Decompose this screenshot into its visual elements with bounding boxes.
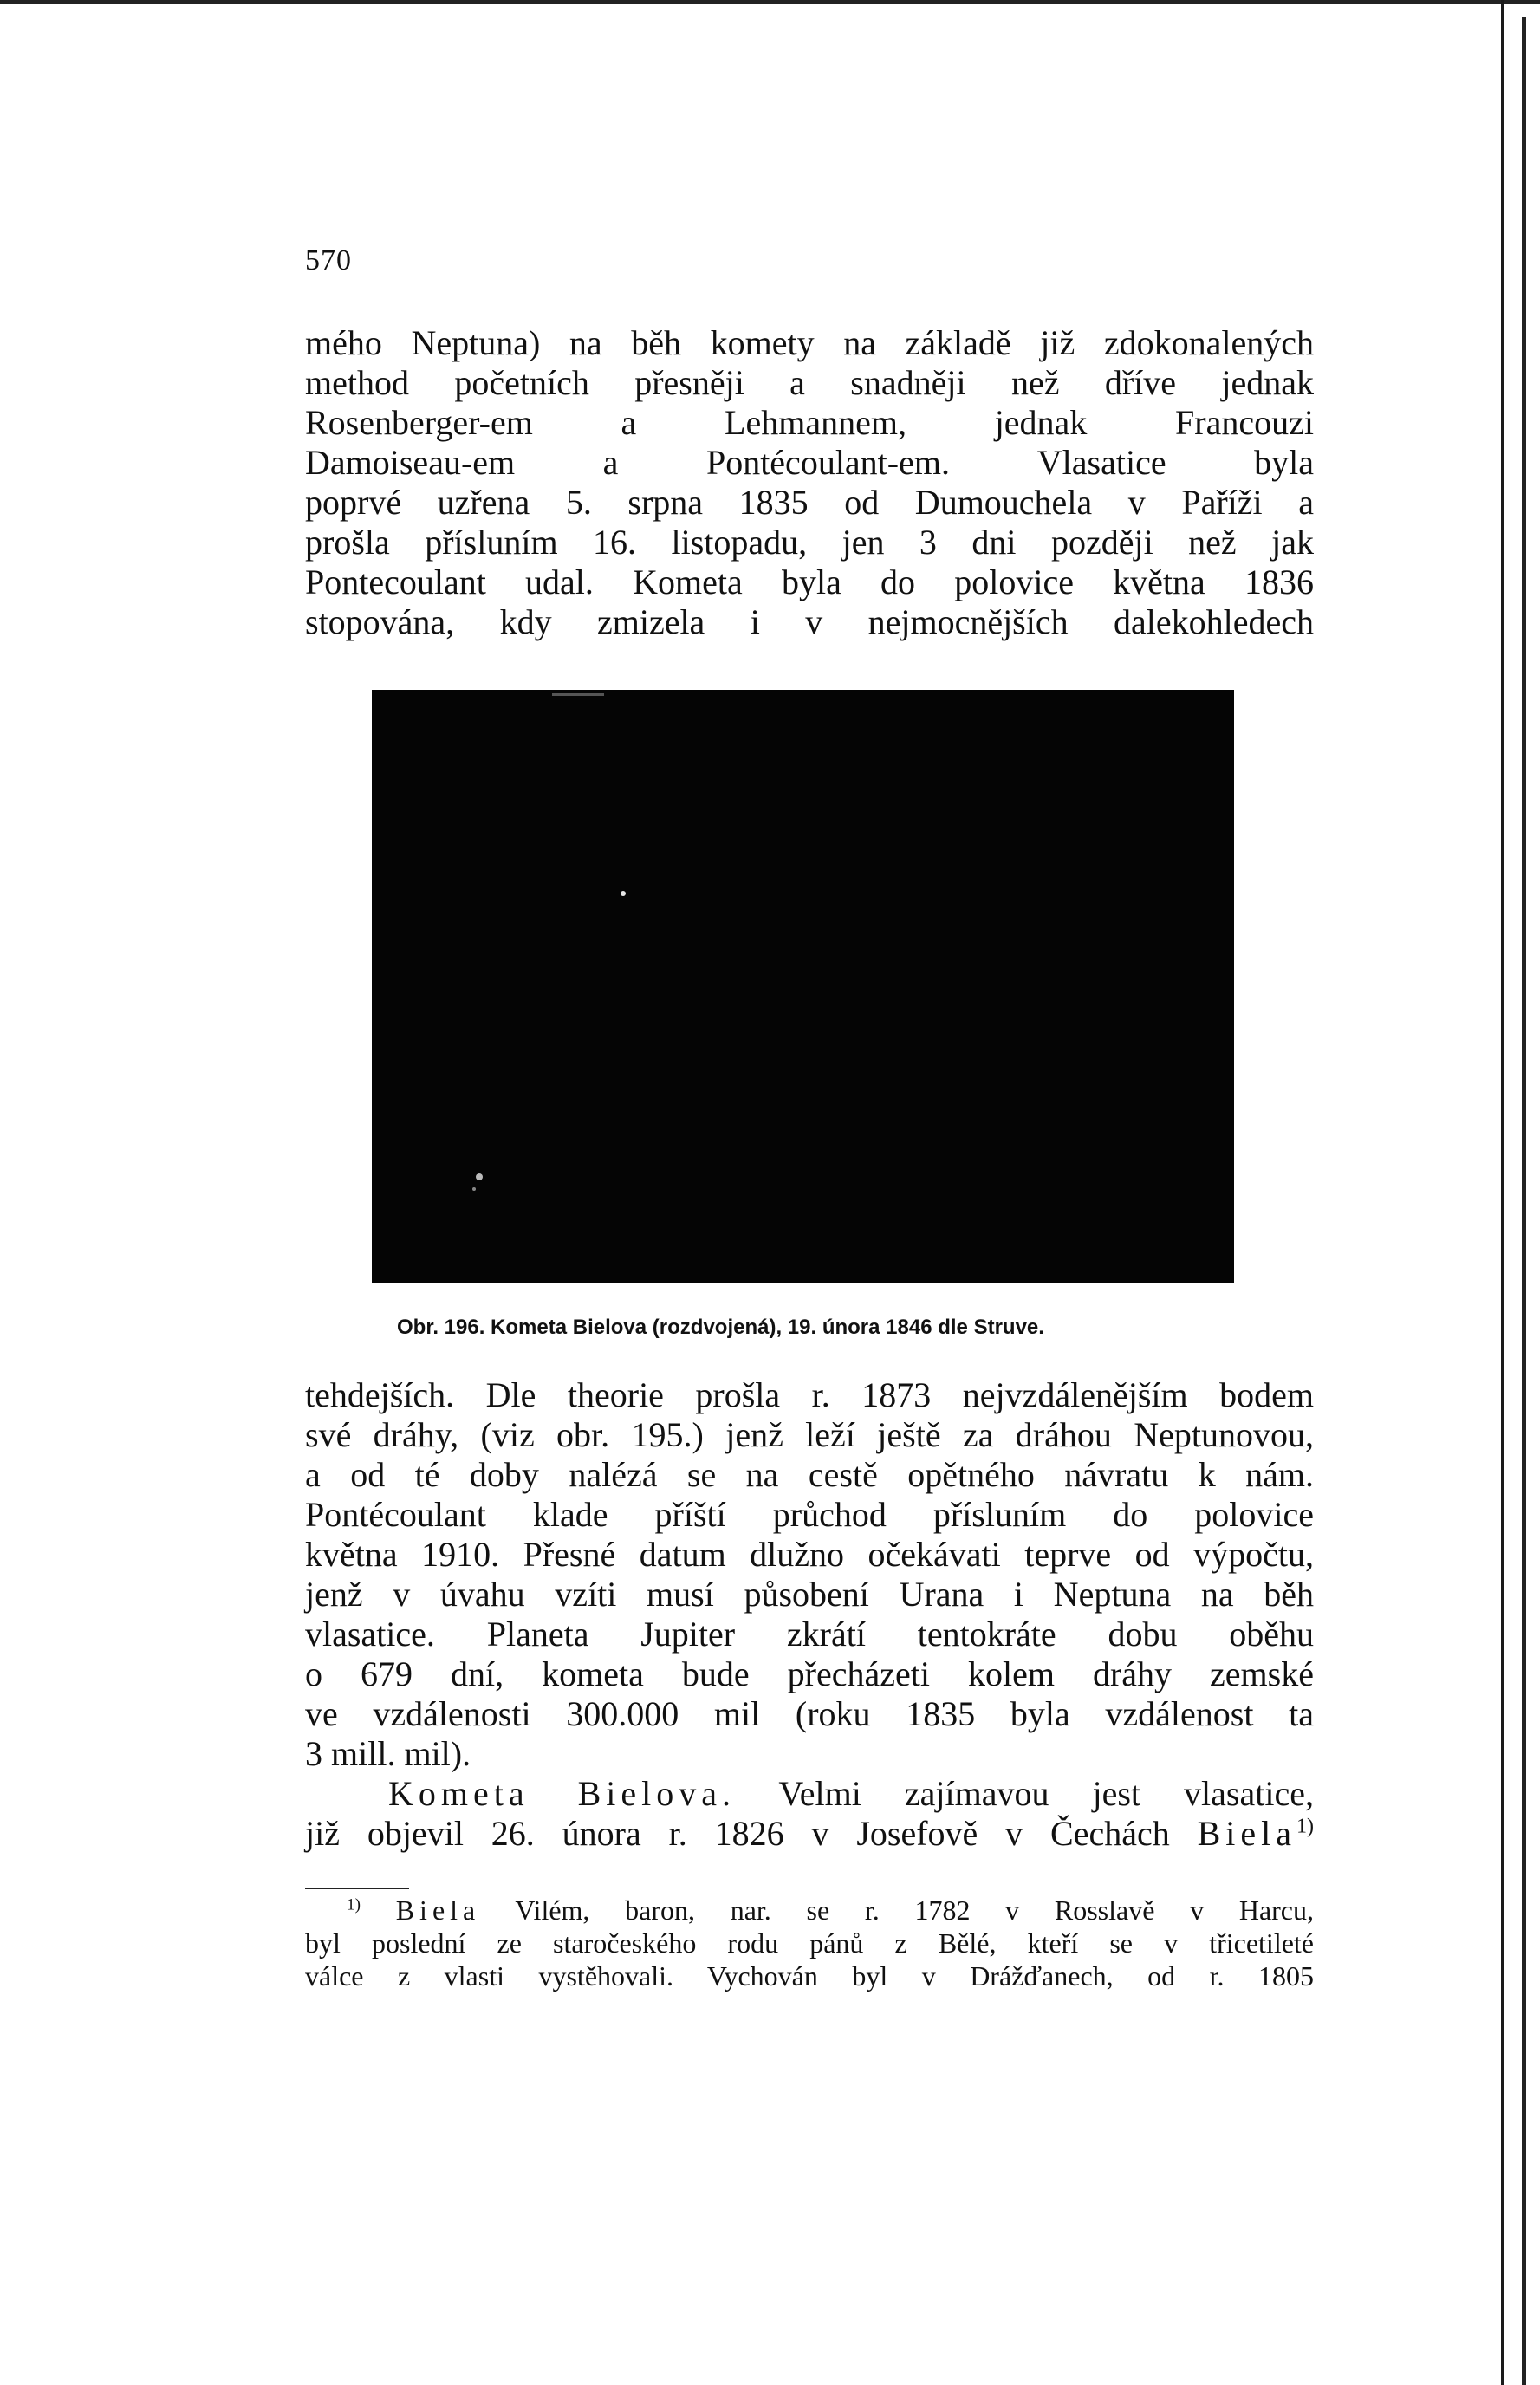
text-line: Pontécoulant klade příští průchod přísluním do polovice: [305, 1495, 1314, 1534]
text-line: vlasatice. Planeta Jupiter zkrátí tentokráte dobu oběhu: [305, 1615, 1314, 1654]
text-line: [305, 1774, 1314, 1814]
footnote-divider: [305, 1888, 409, 1889]
footnote-marker: 1): [347, 1895, 361, 1914]
text-line: poprvé uzřena 5. srpna 1835 od Dumouchela v Paříži a: [305, 483, 1314, 522]
page-number: 570: [305, 244, 352, 276]
page-right-edge: [1501, 0, 1504, 2385]
figure-caption: Obr. 196. Kometa Bielova (rozdvojená), 19. února 1846 dle Struve.: [397, 1316, 1044, 1339]
text-line: [305, 1814, 1314, 1854]
text-line: tehdejších. Dle theorie prošla r. 1873 nejvzdálenějším bodem: [305, 1375, 1314, 1414]
faint-star: [472, 1187, 476, 1191]
section-heading: Kometa Bielova.: [388, 1774, 737, 1813]
comet-nucleus: [621, 891, 626, 896]
faint-star: [552, 693, 604, 696]
text-line: prošla přísluním 16. listopadu, jen 3 dni později než jak: [305, 523, 1314, 562]
text-line: method početních přesněji a snadněji než dříve jednak: [305, 363, 1314, 402]
footnote: [305, 1894, 1314, 1992]
scan-border: [1522, 17, 1526, 2385]
text-line: jenž v úvahu vzíti musí působení Urana i Neptuna na běh: [305, 1575, 1314, 1614]
text-line: stopována, kdy zmizela i v nejmocnějších dalekohledech: [305, 602, 1314, 641]
text-fragment: Velmi zajímavou jest vlasatice,: [736, 1774, 1314, 1813]
text-line: 3 mill. mil).: [305, 1734, 471, 1773]
text-line: Pontecoulant udal. Kometa byla do polovice května 1836: [305, 562, 1314, 601]
bottom-paragraph: [305, 1375, 1314, 1854]
text-line: května 1910. Přesné datum dlužno očekávati teprve od výpočtu,: [305, 1535, 1314, 1574]
footnote-line: [305, 1894, 1314, 1927]
top-paragraph: [305, 323, 1314, 642]
comet-fragment: [476, 1173, 483, 1180]
text-line: své dráhy, (viz obr. 195.) jenž leží ještě za dráhou Neptunovou,: [305, 1415, 1314, 1454]
footnote-marker: 1): [1296, 1815, 1314, 1838]
text-fragment: Vilém, baron, nar. se r. 1782 v Rosslavě v Harcu,: [480, 1894, 1315, 1926]
text-line: a od té doby nalézá se na cestě opětného návratu k nám.: [305, 1455, 1314, 1494]
text-line: Damoiseau-em a Pontécoulant-em. Vlasatice byla: [305, 443, 1314, 482]
person-name: Biela: [395, 1894, 481, 1926]
text-fragment: již objevil 26. února r. 1826 v Josefově v Čechách: [305, 1814, 1198, 1853]
page-top-edge: [0, 0, 1540, 4]
text-line: mého Neptuna) na běh komety na základě již zdokonalených: [305, 323, 1314, 362]
text-line: ve vzdálenosti 300.000 mil (roku 1835 byla vzdálenost ta: [305, 1694, 1314, 1733]
text-line: o 679 dní, kometa bude přecházeti kolem dráhy zemské: [305, 1654, 1314, 1693]
comet-photograph: [372, 690, 1234, 1283]
text-line: Rosenberger-em a Lehmannem, jednak Francouzi: [305, 403, 1314, 442]
person-name: Biela: [1197, 1814, 1296, 1853]
footnote-line: válce z vlasti vystěhovali. Vychován byl v Drážďanech, od r. 1805: [305, 1960, 1314, 1992]
footnote-line: byl poslední ze staročeského rodu pánů z Bělé, kteří se v třicetileté: [305, 1927, 1314, 1959]
